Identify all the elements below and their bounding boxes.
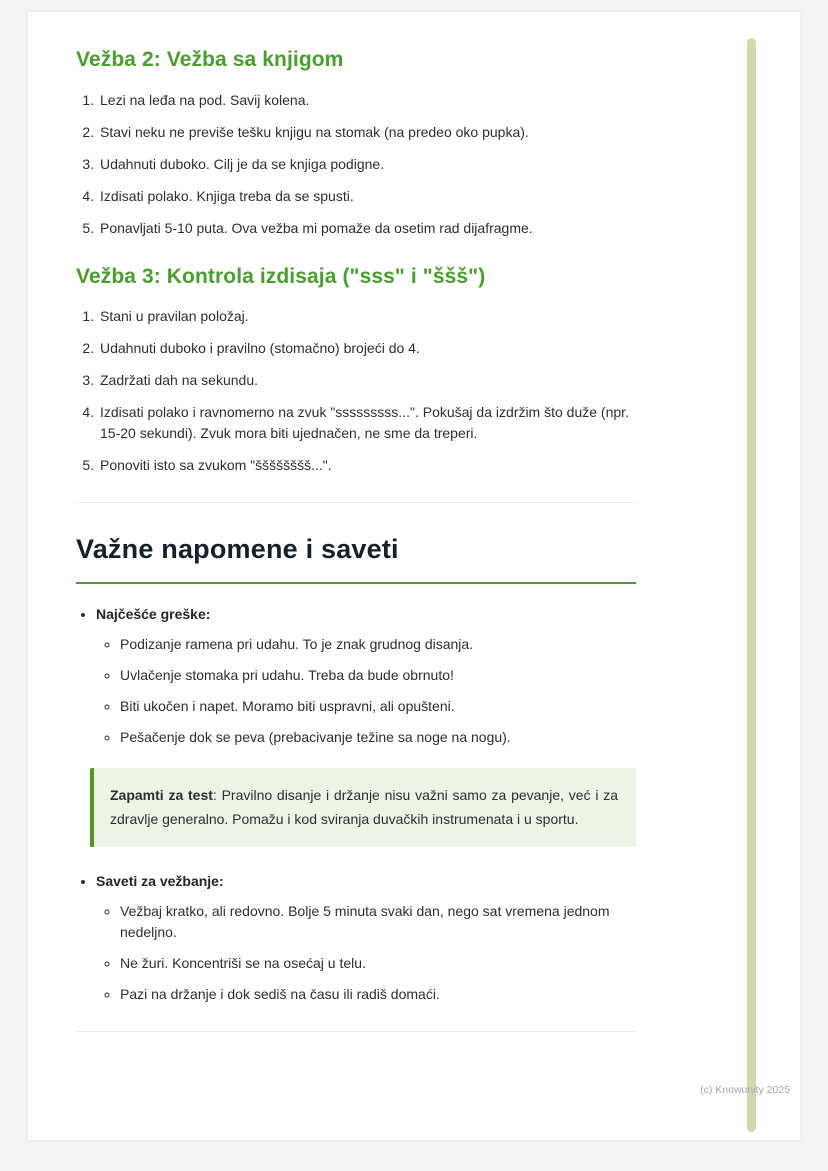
callout-note	[90, 768, 636, 847]
vezba3-step-1: 1. Stani u pravilan položaj.	[98, 306, 636, 327]
vezba2-step-2: 2. Stavi neku ne previše tešku knjigu na stomak (na predeo oko pupka).	[98, 122, 636, 143]
saveti-item-3: ◦ Pazi na držanje i dok sediš na času ili radiš domaći.	[120, 984, 636, 1005]
callout-text	[110, 783, 618, 832]
vezba2-step-1: 1. Lezi na leđa na pod. Savij kolena.	[98, 90, 636, 111]
greske-item-2: ◦ Uvlačenje stomaka pri udahu. Treba da bude obrnuto!	[120, 665, 636, 686]
greske-item-1: ◦ Podizanje ramena pri udahu. To je znak grudnog disanja.	[120, 634, 636, 655]
saveti-item-1: ◦ Vežbaj kratko, ali redovno. Bolje 5 minuta svaki dan, nego sat vremena jednom nedeljno.	[120, 901, 636, 943]
greske-sublist	[96, 634, 636, 748]
greske-label: Najčešće greške:	[96, 605, 211, 622]
greske-list	[76, 604, 636, 748]
vezba3-step-3: 3. Zadržati dah na sekundu.	[98, 370, 636, 391]
saveti-label: Saveti za vežbanje:	[96, 872, 224, 889]
saveti-item-2: ◦ Ne žuri. Koncentriši se na osećaj u telu.	[120, 953, 636, 974]
section-title-vezba3: Vežba 3: Kontrola izdisaja ("sss" i "ššš")	[76, 264, 486, 288]
copyright-footer: (c) Knowunity 2025	[700, 1084, 790, 1096]
saveti-group	[96, 871, 636, 1005]
section-divider-top	[76, 502, 636, 503]
vezba3-step-4: 4. Izdisati polako i ravnomerno na zvuk "sssssssss...". Pokušaj da izdržim što duže (npr. 15-20 sekundi). Zvuk mora biti ujednačen, ne sme da treperi.	[98, 402, 636, 444]
vezba2-step-4: 4. Izdisati polako. Knjiga treba da se spusti.	[98, 186, 636, 207]
callout-label: Zapamti za test	[110, 786, 213, 803]
greske-group	[96, 604, 636, 748]
document-content	[28, 12, 800, 1032]
section-title-vezba2: Vežba 2: Vežba sa knjigom	[76, 48, 344, 71]
document-page	[28, 12, 800, 1140]
section-divider-bottom	[76, 1031, 636, 1032]
saveti-list	[76, 871, 636, 1005]
vezba2-step-3: 3. Udahnuti duboko. Cilj je da se knjiga podigne.	[98, 154, 636, 175]
section-title-napomene: Važne napomene i saveti	[76, 529, 636, 584]
vezba2-step-5: 5. Ponavljati 5-10 puta. Ova vežba mi pomaže da osetim rad dijafragme.	[98, 218, 636, 239]
vezba3-step-2: 2. Udahnuti duboko i pravilno (stomačno) brojeći do 4.	[98, 338, 636, 359]
callout-body: : Pravilno disanje i držanje nisu važni samo za pevanje, već i za zdravlje generalno. Pomažu i kod sviranja duvačkih instrumenata i u sportu.	[110, 786, 618, 827]
greske-item-3: ◦ Biti ukočen i napet. Moramo biti uspravni, ali opušteni.	[120, 696, 636, 717]
vezba2-steps	[76, 90, 636, 239]
saveti-sublist	[96, 901, 636, 1005]
greske-item-4: ◦ Pešačenje dok se peva (prebacivanje težine sa noge na nogu).	[120, 727, 636, 748]
vezba3-steps	[76, 306, 636, 476]
vezba3-step-5: 5. Ponoviti isto sa zvukom "šššššššš...".	[98, 455, 636, 476]
